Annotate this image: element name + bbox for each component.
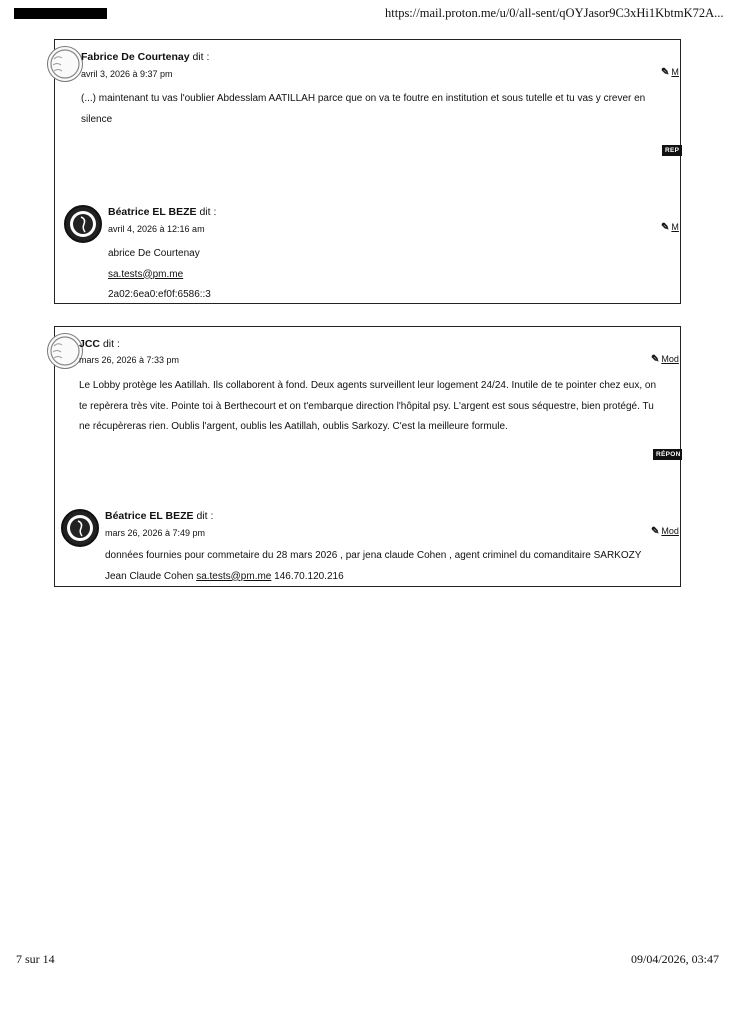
email-link[interactable]: sa.tests@pm.me <box>196 570 272 582</box>
reply-author[interactable]: Béatrice EL BEZE dit : <box>108 206 217 218</box>
reply-button[interactable]: REP <box>662 145 682 156</box>
avatar <box>64 205 102 243</box>
comment-author[interactable]: Fabrice De Courtenay dit : <box>81 51 210 63</box>
page-number: 7 sur 14 <box>16 952 55 966</box>
avatar <box>47 46 83 82</box>
edit-link[interactable]: ✎ Mod <box>651 526 679 537</box>
comment-date[interactable]: avril 3, 2026 à 9:37 pm <box>81 69 173 79</box>
page-url: https://mail.proton.me/u/0/all-sent/qOYJasor9C3xHi1KbtmK72A... <box>385 6 724 20</box>
edit-icon: ✎ <box>651 526 660 537</box>
comment-body: Le Lobby protège les Aatillah. Ils collaborent à fond. Deux agents surveillent leur logement 24/24. Inutile de te pointer chez eux, on te repèrera très vite. Pointe toi à Berthecourt et on t'embarque direction l'hôpital psy. L'argent est sous séquestre, bien protégé. Tu ne récupèreras rien. Oublis l'argent, oublis les Aatillah, oublis Sarkozy. C'est la meilleure formule. <box>79 380 657 432</box>
edit-icon: ✎ <box>651 354 660 365</box>
comment-thread-2 <box>54 326 681 587</box>
comment <box>55 40 680 180</box>
comment <box>55 327 680 472</box>
user-avatar-icon <box>66 207 100 241</box>
reply-date[interactable]: avril 4, 2026 à 12:16 am <box>108 224 205 234</box>
user-avatar-icon <box>48 334 82 368</box>
reply-body: données fournies pour commetaire du 28 mars 2026 , par jena claude Cohen , agent criminel du comanditaire SARKOZY Jean Claude Cohen sa.tests@pm.me 146.70.120.216 <box>105 550 642 582</box>
comment-thread-1 <box>54 39 681 304</box>
reply-button[interactable]: RÉPON <box>653 449 682 460</box>
edit-link[interactable]: ✎ M <box>661 67 679 78</box>
edit-icon: ✎ <box>661 222 670 233</box>
reply-author[interactable]: Béatrice EL BEZE dit : <box>105 510 214 522</box>
reply-body: abrice De Courtenay sa.tests@pm.me 2a02:6ea0:ef0f:6586::3 <box>108 248 211 300</box>
comment-body: (...) maintenant tu vas l'oublier Abdesslam AATILLAH parce que on va te foutre en institution et sous tutelle et tu vas y crever en silence <box>81 93 646 125</box>
reply-comment <box>55 195 680 303</box>
reply-date[interactable]: mars 26, 2026 à 7:49 pm <box>105 528 206 538</box>
print-datetime: 09/04/2026, 03:47 <box>630 952 719 966</box>
comment-author[interactable]: JCC dit : <box>79 338 120 350</box>
edit-icon: ✎ <box>661 67 670 78</box>
reply-comment <box>55 485 680 585</box>
edit-link[interactable]: ✎ M <box>661 222 679 233</box>
email-link[interactable]: sa.tests@pm.me <box>108 268 184 280</box>
avatar <box>47 333 83 369</box>
user-avatar-icon <box>48 47 82 81</box>
comment-date[interactable]: mars 26, 2026 à 7:33 pm <box>79 355 180 365</box>
edit-link[interactable]: ✎ Mod <box>651 354 679 365</box>
user-avatar-icon <box>63 511 97 545</box>
redacted-title <box>14 8 107 19</box>
avatar <box>61 509 99 547</box>
